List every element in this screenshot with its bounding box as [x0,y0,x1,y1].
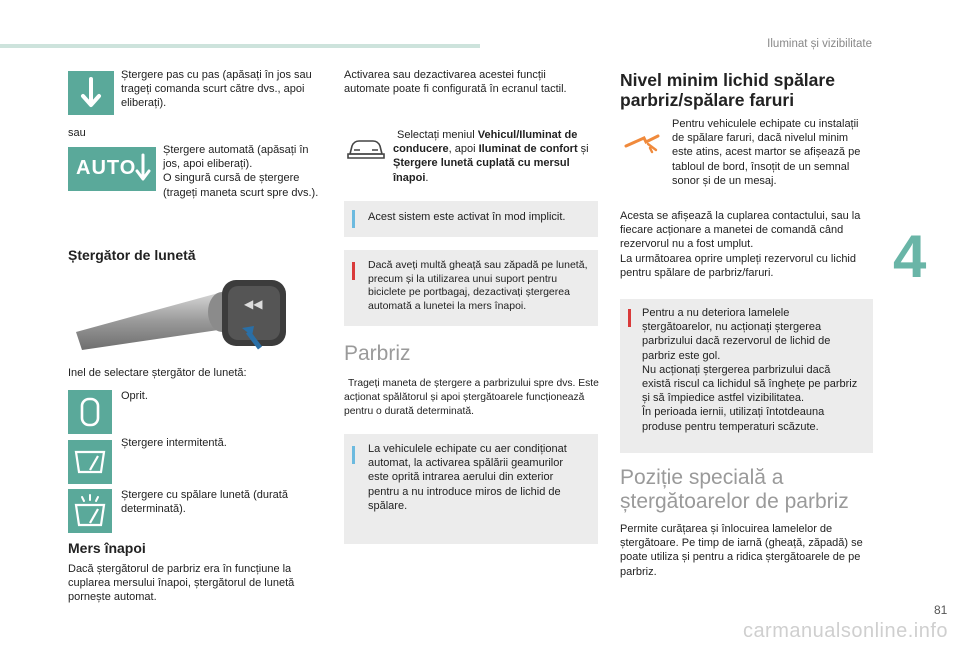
menu-connector-1: , apoi [448,143,479,156]
menu-connector-2: și [577,143,589,156]
rear-off-icon [68,390,112,434]
auto-label: AUTO [76,157,137,179]
wiper-stalk-illustration [72,270,292,360]
info-icon [352,446,355,464]
washer-level-text: Acesta se afișează la cuplarea contactului, sau la fiecare acționare a manetei de comandă când rezervorul nu a fost umplut. La următoarea oprire umpleți rezervorul cu lichid pentru spălare de parbriz/faruri. [620,210,861,279]
menu-stergere-luneta: Ștergere lunetă cuplată cu mersul înapoi [393,157,570,184]
config-intro-text: Activarea sau dezactivarea acestei funcții automate poate fi configurată în ecranul tactil. [344,69,567,96]
info-icon [352,210,355,228]
ring-caption: Inel de selectare ștergător de lunetă: [68,367,247,379]
auto-wipe-text: Ștergere automată (apăsați în jos, apoi eliberați). O singură cursă de ștergere (trageți maneta scurt spre dvs.). [163,144,319,199]
svg-text:◀◀: ◀◀ [244,297,263,311]
washer-level-heading: Nivel minim lichid spălare parbriz/spălare faruri [620,70,835,110]
warning-lamele-text: Pentru a nu deteriora lamelele ștergătoarelor, nu acționați ștergerea parbrizului dacă rezervorul de lichid de parbriz este gol. Nu acționați ștergerea parbrizului dacă există riscul ca lichidul să înghețe pe parbriz și să împiedice astfel vizibilitatea. În perioada iernii, utilizați întotdeauna produse pentru temperaturi scăzute. [642,307,858,433]
rear-intermittent-icon [68,440,112,484]
menu-pre: Selectați meniul [397,129,478,141]
menu-vehicul: Vehicul/Iluminat de conducere [393,129,578,156]
info-ac-box [344,434,598,544]
special-position-text: Permite curățarea și înlocuirea lamelelor de ștergătoare. Pe timp de iarnă (gheață, zăpadă) se poate utiliza și pentru a ridica ștergătoarele de pe parbriz. [620,523,863,578]
page-number: 81 [934,603,948,617]
menu-iluminat-confort: Iluminat de confort [478,143,578,156]
warning-ice-box [344,250,598,326]
special-position-heading: Poziție specială a ștergătoarelor de parbriz [620,466,849,513]
parbriz-heading: Parbriz [344,342,411,365]
warning-ice-text: Dacă aveți multă gheață sau zăpadă pe lunetă, precum și la utilizarea unui suport pentru biciclete pe portbagaj, dezactivați ștergerea automată a lunetei la mers înapoi. [368,259,588,312]
header-accent-bar [0,44,480,48]
rear-off-text: Oprit. [121,390,148,402]
chapter-tab-number: 4 [893,223,927,290]
reverse-text: Dacă ștergătorul de parbriz era în funcțiune la cuplarea mersului înapoi, ștergătorul de lunetă pornește automat. [68,563,295,604]
rear-intermittent-text: Ștergere intermitentă. [121,437,227,449]
vehicle-menu-icon [346,136,386,162]
menu-instruction [393,128,593,185]
or-text: sau [68,127,86,139]
watermark: carmanualsonline.info [742,620,948,642]
rear-wash-text: Ștergere cu spălare lunetă (durată determinată). [121,489,288,516]
info-default-text: Acest sistem este activat în mod implicit. [368,211,566,223]
rear-wash-icon [68,489,112,533]
wipe-step-down-icon [68,71,114,115]
auto-wipe-icon [68,147,156,191]
parbriz-text [344,376,599,419]
washer-level-warning-icon [622,130,664,156]
info-ac-text: La vehiculele echipate cu aer condiționat automat, la activarea spălării geamurilor este oprită intrarea aerului din exterior pentru a nu introduce miros de lichid de spălare. [368,443,567,512]
warning-icon [628,309,631,327]
parbriz-instruction: Trageți maneta de ștergere a parbrizului spre dvs. Este acționat spălătorul și apoi ștergătoarele funcționează pentru o durată determinată. [344,378,599,417]
warning-icon [352,262,355,280]
warning-lamele-box [620,299,873,453]
chapter-title: Iluminat și vizibilitate [767,38,872,50]
reverse-heading: Mers înapoi [68,540,146,556]
washer-level-icon-text: Pentru vehiculele echipate cu instalații de spălare faruri, dacă nivelul minim este atins, acest martor se afișează pe tabloul de bord, însoțit de un semnal sonor și de un mesaj. [672,118,861,187]
wipe-step-text: Ștergere pas cu pas (apăsați în jos sau trageți comanda scurt către dvs., apoi eliberați). [121,69,312,110]
info-default-box [344,201,598,237]
rear-wiper-heading: Ștergător de lunetă [68,247,196,263]
menu-end: . [425,171,429,184]
